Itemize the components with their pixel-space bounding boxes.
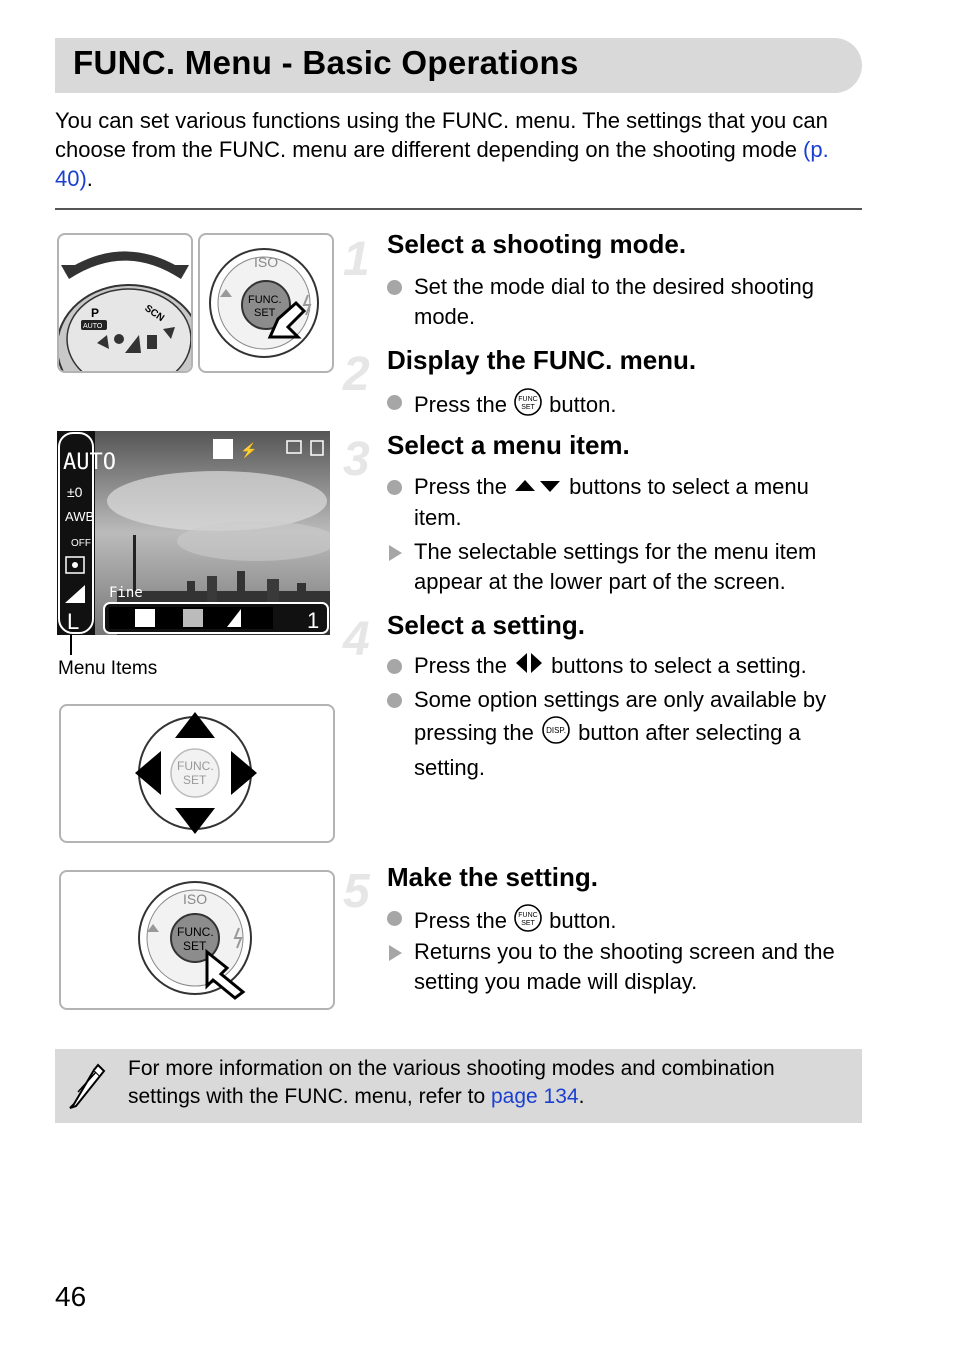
item-text-before: Press the	[414, 474, 514, 499]
menu-items-leader-line	[70, 635, 72, 655]
step-title: Select a menu item.	[387, 430, 630, 460]
pad-set-label: SET	[183, 773, 207, 787]
pencil-icon	[66, 1062, 106, 1115]
arrow-pad-figure	[59, 704, 335, 843]
item-text-before: Press the	[414, 907, 514, 933]
note-end: .	[578, 1085, 585, 1108]
step-number: 1	[343, 233, 370, 286]
result-arrow-icon	[389, 545, 402, 561]
dial-set-label: SET	[254, 307, 276, 319]
page-number: 46	[55, 1281, 87, 1312]
item-text-before: Press the	[414, 391, 514, 417]
instruction-item	[387, 387, 859, 425]
result-item	[387, 937, 859, 997]
item-text-after: button.	[543, 907, 617, 933]
quality-label: Fine	[109, 585, 143, 601]
step-number: 3	[343, 433, 370, 486]
menu-item-size: L	[67, 609, 80, 634]
instruction-item	[387, 903, 859, 941]
bullet-icon	[387, 693, 402, 708]
menu-item-exposure: ±0	[67, 484, 83, 500]
step-number: 5	[343, 865, 370, 918]
bullet-icon	[387, 911, 402, 926]
control-dial-figure-step1	[198, 233, 334, 373]
bullet-icon	[387, 280, 402, 295]
dial5-func-label: FUNC.	[177, 925, 214, 939]
svg-text:SET: SET	[521, 404, 535, 411]
instruction-item	[387, 272, 859, 332]
svg-text:⚡: ⚡	[240, 442, 258, 458]
item-text-before: Press the	[414, 653, 514, 678]
intro-paragraph	[55, 106, 865, 193]
result-arrow-icon	[389, 945, 402, 961]
svg-text:SET: SET	[521, 920, 535, 927]
divider	[55, 208, 862, 210]
dial-iso-label: ISO	[254, 254, 279, 270]
menu-item-awb: AWB	[65, 509, 95, 524]
item-text: The selectable settings for the menu item appear at the lower part of the screen.	[414, 539, 817, 594]
bullet-icon	[387, 395, 402, 410]
disp-icon	[540, 715, 572, 753]
up-down-arrows-icon	[513, 473, 563, 503]
instruction-item	[387, 472, 859, 533]
dial5-iso-label: ISO	[183, 891, 208, 907]
item-text: Returns you to the shooting screen and the setting you made will display.	[414, 939, 835, 994]
intro-text: You can set various functions using the FUNC. menu. The settings that you can choose from the FUNC. menu are different depending on the shooting mode	[55, 108, 828, 162]
step-number: 2	[343, 348, 370, 401]
left-right-arrows-icon	[513, 651, 545, 683]
item-text-after: buttons to select a menu item.	[414, 474, 809, 531]
dial5-set-label: SET	[183, 939, 207, 953]
note-text	[128, 1055, 848, 1111]
page-title: FUNC. Menu - Basic Operations	[73, 44, 579, 81]
item-text-after: button.	[543, 391, 617, 417]
svg-text:FUNC: FUNC	[518, 396, 538, 403]
instruction-item	[387, 685, 859, 783]
step-title: Make the setting.	[387, 862, 598, 892]
dial-func-label: FUNC.	[248, 294, 282, 306]
menu-items-label: Menu Items	[58, 658, 158, 679]
mode-p-label: P	[91, 306, 100, 320]
func-set-icon	[513, 903, 543, 941]
intro-page-link[interactable]: (p. 40)	[55, 137, 829, 191]
svg-text:FUNC: FUNC	[518, 912, 538, 919]
bullet-icon	[387, 480, 402, 495]
mode-scn-label: SCN	[142, 303, 166, 325]
step-number: 4	[343, 613, 370, 666]
svg-text:DISP.: DISP.	[546, 726, 566, 735]
step-title: Display the FUNC. menu.	[387, 345, 697, 375]
func-press-figure	[59, 870, 335, 1010]
shots-remaining: 1	[307, 608, 320, 633]
step-title: Select a setting.	[387, 610, 585, 640]
item-text-after: buttons to select a setting.	[545, 653, 807, 678]
bullet-icon	[387, 659, 402, 674]
func-set-icon	[513, 387, 543, 425]
step-title: Select a shooting mode.	[387, 229, 687, 259]
instruction-item	[387, 651, 859, 683]
item-text-after: button after selecting a setting.	[414, 719, 801, 780]
intro-end: .	[86, 166, 93, 191]
mode-auto-label: AUTO	[83, 323, 103, 330]
pad-func-label: FUNC.	[177, 759, 214, 773]
camera-screen-figure	[57, 431, 330, 635]
mode-dial-figure	[57, 233, 193, 373]
menu-item-flash-off: OFF	[71, 538, 91, 549]
note-page-link[interactable]: page 134	[490, 1085, 579, 1108]
note-body: For more information on the various shooting modes and combination settings with the FUNC. menu, refer to	[128, 1057, 775, 1108]
item-text-before: Some option settings are only available by pressing the	[414, 687, 827, 745]
menu-item-auto: AUTO	[63, 450, 116, 475]
result-item	[387, 537, 859, 597]
item-text: Set the mode dial to the desired shooting mode.	[414, 274, 814, 329]
